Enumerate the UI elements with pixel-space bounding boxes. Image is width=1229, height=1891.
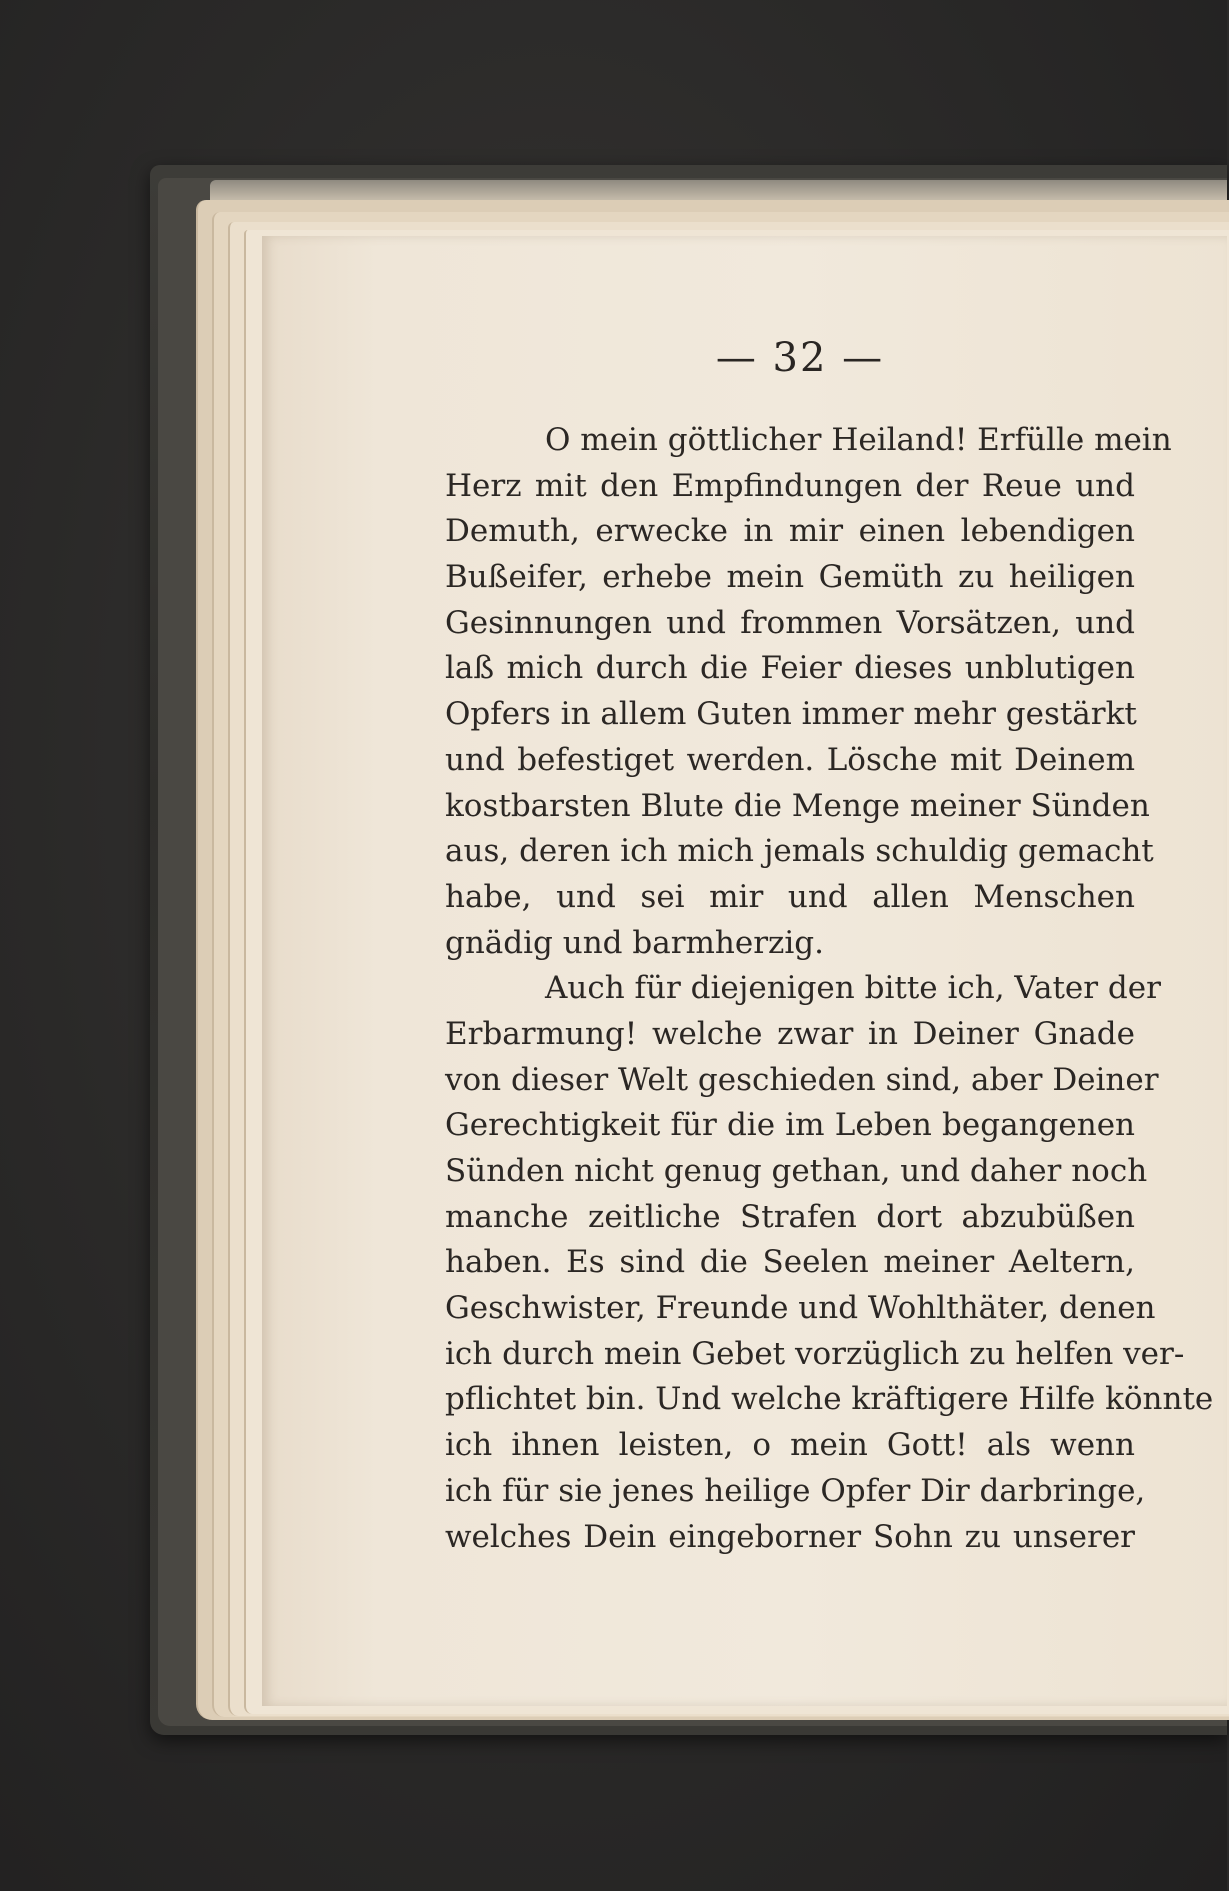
text-line: ich durch mein Gebet vorzüglich zu helfen ver- [445, 1335, 1185, 1372]
text-line: ich für sie jenes heilige Opfer Dir darbringe, [445, 1472, 1146, 1509]
text-line: manche zeitliche Strafen dort abzubüßen [445, 1198, 1135, 1235]
text-line: Gesinnungen und frommen Vorsätzen, und [445, 604, 1135, 641]
text-line: Erbarmung! welche zwar in Deiner Gnade [445, 1015, 1135, 1052]
text-line: Gerechtigkeit für die im Leben begangenen [445, 1107, 1135, 1144]
text-line: und befestiget werden. Lösche mit Deinem [445, 741, 1135, 778]
text-line: welches Dein eingeborner Sohn zu unserer [445, 1518, 1135, 1555]
text-line: Geschwister, Freunde und Wohlthäter, denen [445, 1290, 1156, 1327]
text-line: von dieser Welt geschieden sind, aber Deiner [445, 1061, 1159, 1098]
text-line: haben. Es sind die Seelen meiner Aeltern, [445, 1244, 1135, 1281]
text-line: kostbarsten Blute die Menge meiner Sünden [445, 787, 1150, 824]
page-text [445, 418, 1214, 1560]
text-line: aus, deren ich mich jemals schuldig gemacht [445, 833, 1154, 870]
text-line: Auch für diejenigen bitte ich, Vater der [545, 970, 1161, 1007]
text-line: Herz mit den Empfindungen der Reue und [445, 467, 1135, 504]
text-line: laß mich durch die Feier dieses unblutigen [445, 650, 1135, 687]
text-line: ich ihnen leisten, o mein Gott! als wenn [445, 1427, 1135, 1464]
text-line: Demuth, erwecke in mir einen lebendigen [445, 513, 1135, 550]
text-line: habe, und sei mir und allen Menschen [445, 878, 1135, 915]
text-line: pflichtet bin. Und welche kräftigere Hilfe könnte [445, 1381, 1214, 1418]
text-line: Bußeifer, erhebe mein Gemüth zu heiligen [445, 559, 1135, 596]
text-line: Sünden nicht genug gethan, und daher noch [445, 1153, 1148, 1189]
text-line: Opfers in allem Guten immer mehr gestärkt [445, 696, 1137, 733]
text-line: O mein göttlicher Heiland! Erfülle mein [545, 422, 1172, 458]
page-number: — 32 — [715, 335, 885, 381]
text-line: gnädig und barmherzig. [445, 924, 824, 961]
